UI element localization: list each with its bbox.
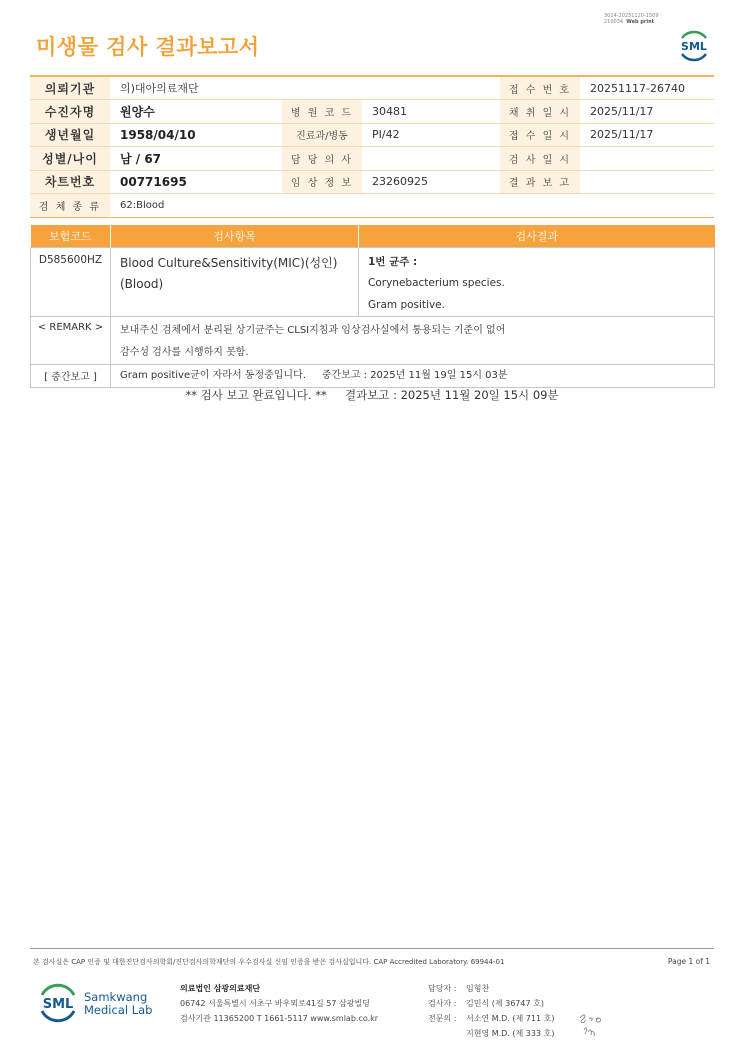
insurance-code: D585600HZ (31, 247, 111, 317)
sml-logo-icon (676, 27, 712, 63)
test-item-header: 검사항목 (111, 225, 359, 247)
collection-date-value: 2025/11/17 (580, 100, 714, 124)
results-table (30, 225, 715, 388)
receipt-number-label: 접 수 번 호 (500, 76, 580, 100)
clinical-info-value: 23260925 (362, 170, 500, 194)
organism-name: Corynebacterium species. (368, 277, 505, 289)
print-id: 3014-20251120-1509 (604, 13, 659, 19)
staff-value: 서소연 M.D. (제 711 호) (466, 1014, 555, 1023)
birthdate-label: 생년월일 (30, 123, 110, 147)
receipt-date-label: 접 수 일 시 (500, 123, 580, 147)
final-report-note: ** 검사 보고 완료입니다. ** 결과보고 : 2025년 11월 20일 15시 09분 (185, 388, 559, 402)
insurance-code-header: 보험코드 (31, 225, 111, 247)
staff-label: 전문의 : (428, 1014, 457, 1023)
collection-date-label: 채 취 일 시 (500, 100, 580, 124)
staff-value: 지현영 M.D. (제 333 호) (466, 1029, 555, 1038)
staff-row (428, 981, 554, 996)
info-row (30, 100, 714, 124)
staff-row (428, 996, 554, 1011)
test-date-value (580, 147, 714, 171)
specimen-type-value: 62:Blood (110, 194, 714, 218)
test-item (111, 247, 359, 317)
page-number: Page 1 of 1 (667, 957, 710, 966)
remark-line: 보내주신 검체에서 분리된 상기균주는 CLSI지침과 임상검사실에서 통용되는 기준이 없어 (120, 325, 506, 336)
sex-age-label: 성별/나이 (30, 147, 110, 171)
test-result (359, 247, 715, 317)
hospital-code-value: 30481 (362, 100, 500, 124)
print-code: 210034 (604, 19, 624, 25)
brand-name (84, 991, 152, 1017)
patient-name-label: 수진자명 (30, 100, 110, 124)
organization-address: 06742 서울특별시 서초구 바우뫼로41길 57 삼광빌딩 (180, 999, 370, 1008)
chart-number-label: 차트번호 (30, 170, 110, 194)
staff-value: 김민식 (제 36747 호) (466, 999, 544, 1008)
sex-age-value: 남 / 67 (110, 147, 282, 171)
clinical-info-label: 임 상 정 보 (282, 170, 362, 194)
isolate-label: 1번 균주 : (368, 255, 418, 268)
patient-name-value: 원양수 (110, 100, 282, 124)
info-row (30, 76, 714, 100)
remark-text (111, 317, 715, 365)
print-id-2 (604, 19, 659, 25)
certification-note: 본 검사실은 CAP 인증 및 대한진단검사의학회/진단검사의학재단의 우수검사실 신임 인증을 받은 검사실입니다. CAP Accredited Laboratory. 69944-01 (33, 958, 505, 966)
chart-number-value: 00771695 (110, 170, 282, 194)
info-row (30, 123, 714, 147)
gram-stain: Gram positive. (368, 298, 445, 311)
receipt-number-value: 20251117-26740 (580, 76, 714, 100)
results-header (31, 225, 715, 247)
info-row (30, 170, 714, 194)
interim-label: [ 중간보고 ] (31, 365, 111, 388)
footer-logo-text: SML (42, 997, 74, 1012)
remark-line: 감수성 검사를 시행하지 못함. (120, 347, 249, 358)
patient-info-table (30, 75, 714, 218)
brand-line: Medical Lab (84, 1003, 153, 1017)
logo-text: SML (681, 40, 707, 53)
receipt-date-value: 2025/11/17 (580, 123, 714, 147)
test-result-header: 검사결과 (359, 225, 715, 247)
hospital-code-label: 병 원 코 드 (282, 100, 362, 124)
brand-line: Samkwang (84, 990, 148, 1004)
staff-row (428, 1011, 554, 1026)
test-date-label: 검 사 일 시 (500, 147, 580, 171)
footer-divider (30, 948, 714, 949)
sml-footer-logo-icon (36, 980, 80, 1024)
remark-row (31, 317, 715, 365)
birthdate-value: 1958/04/10 (110, 123, 282, 147)
staff-label: 검사자 : (428, 999, 457, 1008)
signature-icon (576, 1008, 610, 1042)
staff-row (428, 1026, 554, 1041)
department-value: PI/42 (362, 123, 500, 147)
interim-row (31, 365, 715, 388)
staff-label (428, 1026, 466, 1041)
result-report-label: 결 과 보 고 (500, 170, 580, 194)
remark-label: < REMARK > (31, 317, 111, 365)
department-label: 진료과/병동 (282, 123, 362, 147)
info-row (30, 194, 714, 218)
organization-name: 의료법인 삼광의료재단 (180, 984, 261, 993)
physician-label: 담 당 의 사 (282, 147, 362, 171)
requesting-org-value: 의)대아의료재단 (110, 76, 500, 100)
interim-text: Gram positive균이 자라서 동정중입니다. 중간보고 : 2025년 11월 19일 15시 03분 (111, 365, 715, 388)
result-report-value (580, 170, 714, 194)
physician-value (362, 147, 500, 171)
table-row (31, 247, 715, 317)
web-print-label: Web print (626, 19, 655, 25)
page-title: 미생물 검사 결과보고서 (36, 35, 260, 59)
staff-list (428, 981, 554, 1041)
requesting-org-label: 의뢰기관 (30, 76, 110, 100)
staff-value: 임형찬 (466, 984, 490, 993)
staff-label: 담당자 : (428, 984, 457, 993)
specimen-type-label: 검 체 종 류 (30, 194, 110, 218)
print-meta (604, 13, 659, 25)
organization-info (180, 981, 378, 1026)
info-row (30, 147, 714, 171)
test-item-name: Blood Culture&Sensitivity(MIC)(성인) (120, 255, 338, 270)
test-item-specimen: (Blood) (120, 276, 164, 291)
organization-contact: 검사기관 11365200 T 1661-5117 www.smlab.co.kr (180, 1014, 379, 1023)
